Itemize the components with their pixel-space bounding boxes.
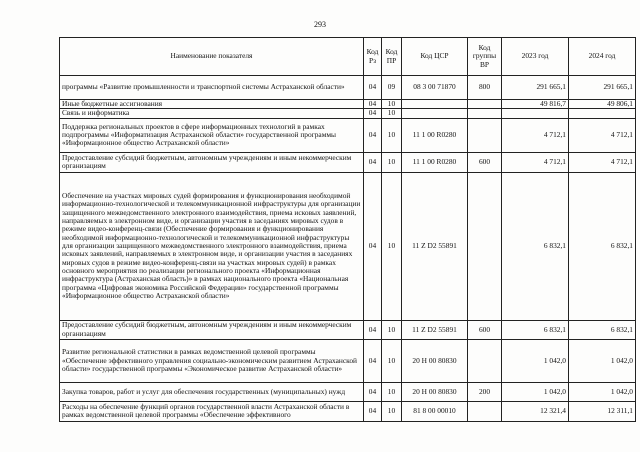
- row-name: Поддержка региональных проектов в сфере информационных технологий в рамках подпрограммы «Информатизация Астраханской области» государственной программы «Информационное общество Астраханской области»: [60, 118, 364, 152]
- row-pr: 10: [382, 100, 402, 109]
- header-vr: Код группы ВР: [468, 38, 502, 76]
- row-pr: 10: [382, 382, 402, 401]
- row-vr: [468, 339, 502, 382]
- table-row: [60, 382, 636, 401]
- row-csr: 11 Z D2 55891: [402, 172, 468, 320]
- row-vr: 800: [468, 76, 502, 100]
- row-2024: 4 712,1: [569, 152, 636, 172]
- page-number: 293: [314, 20, 326, 29]
- row-name: Предоставление субсидий бюджетным, автономным учреждениям и иным некоммерческим организациям: [60, 152, 364, 172]
- row-csr: 20 H 00 80830: [402, 382, 468, 401]
- row-2023: 4 712,1: [502, 152, 569, 172]
- row-pr: 10: [382, 320, 402, 339]
- row-2024: 6 832,1: [569, 172, 636, 320]
- row-rz: 04: [364, 76, 382, 100]
- table-row: [60, 339, 636, 382]
- row-rz: 04: [364, 401, 382, 421]
- row-rz: 04: [364, 152, 382, 172]
- row-2023: 1 042,0: [502, 382, 569, 401]
- row-2024: 1 042,0: [569, 382, 636, 401]
- row-vr: [468, 100, 502, 109]
- row-vr: [468, 172, 502, 320]
- header-rz: Код Рз: [364, 38, 382, 76]
- row-vr: [468, 118, 502, 152]
- row-2024: 4 712,1: [569, 118, 636, 152]
- table-row: [60, 100, 636, 109]
- row-pr: 10: [382, 152, 402, 172]
- row-pr: 10: [382, 109, 402, 118]
- row-csr: 11 1 00 R0280: [402, 152, 468, 172]
- row-name: Связь и информатика: [60, 109, 364, 118]
- row-2024: 291 665,1: [569, 76, 636, 100]
- row-pr: 10: [382, 401, 402, 421]
- row-name: Расходы на обеспечение функций органов государственной власти Астраханской области в рамках ведомственной целевой программы «Обеспечение эффективного: [60, 401, 364, 421]
- table-row: [60, 152, 636, 172]
- row-vr: 200: [468, 382, 502, 401]
- row-2023: 4 712,1: [502, 118, 569, 152]
- row-name: Обеспечение на участках мировых судей формирования и функционирования необходимой информационно-технологической и телекоммуникационной инфраструктуры для организации защищенного межведомственного электронного взаимодействия, приема исковых заявлений, направляемых в электронном виде, и организации участия в заседаниях мировых судов в режиме видео-конференц-связи (Обеспечение формирования и функционирования необходимой информационно-технологической и телекоммуникационной инфраструктуры для организации защищенного межведомственного электронного взаимодействия, приема исковых заявлений, направляемых в электронном виде, и организации участия в заседаниях мировых судов в режиме видео-конференц-связи на участках мировых судей) в рамках основного мероприятия по реализации регионального проекта «Информационная инфраструктура (Астраханская область)» в рамках национального проекта «Национальная программа «Цифровая экономика Российской Федерации» государственной программы «Информационное общество Астраханской области»: [60, 172, 364, 320]
- row-vr: 600: [468, 152, 502, 172]
- row-2024: 12 311,1: [569, 401, 636, 421]
- row-rz: 04: [364, 118, 382, 152]
- row-name: программы «Развитие промышленности и транспортной системы Астраханской области»: [60, 76, 364, 100]
- row-2023: 12 321,4: [502, 401, 569, 421]
- row-2023: [502, 109, 569, 118]
- row-2023: 291 665,1: [502, 76, 569, 100]
- row-csr: [402, 100, 468, 109]
- row-2023: 6 832,1: [502, 320, 569, 339]
- header-pr: Код ПР: [382, 38, 402, 76]
- row-name: Закупка товаров, работ и услуг для обеспечения государственных (муниципальных) нужд: [60, 382, 364, 401]
- row-csr: 08 3 00 71870: [402, 76, 468, 100]
- row-2024: 49 806,1: [569, 100, 636, 109]
- row-rz: 04: [364, 109, 382, 118]
- row-csr: 11 1 00 R0280: [402, 118, 468, 152]
- row-vr: [468, 109, 502, 118]
- row-csr: 81 8 00 00010: [402, 401, 468, 421]
- row-csr: 20 H 00 80830: [402, 339, 468, 382]
- row-2024: [569, 109, 636, 118]
- header-name: Наименование показателя: [60, 38, 364, 76]
- table-row: [60, 109, 636, 118]
- budget-table: [59, 37, 636, 422]
- row-pr: 10: [382, 172, 402, 320]
- row-rz: 04: [364, 100, 382, 109]
- row-pr: 10: [382, 118, 402, 152]
- row-csr: 11 Z D2 55891: [402, 320, 468, 339]
- row-2023: 6 832,1: [502, 172, 569, 320]
- row-rz: 04: [364, 382, 382, 401]
- row-rz: 04: [364, 339, 382, 382]
- row-name: Предоставление субсидий бюджетным, автономным учреждениям и иным некоммерческим организациям: [60, 320, 364, 339]
- row-pr: 10: [382, 339, 402, 382]
- header-2023: 2023 год: [502, 38, 569, 76]
- table-row: [60, 320, 636, 339]
- row-rz: 04: [364, 320, 382, 339]
- header-csr: Код ЦСР: [402, 38, 468, 76]
- row-csr: [402, 109, 468, 118]
- row-2024: 1 042,0: [569, 339, 636, 382]
- row-name: Иные бюджетные ассигнования: [60, 100, 364, 109]
- row-vr: [468, 401, 502, 421]
- table-row: [60, 118, 636, 152]
- row-rz: 04: [364, 172, 382, 320]
- header-2024: 2024 год: [569, 38, 636, 76]
- row-vr: 600: [468, 320, 502, 339]
- row-pr: 09: [382, 76, 402, 100]
- table-row: [60, 76, 636, 100]
- row-name: Развитие региональной статистики в рамках ведомственной целевой программы «Обеспечение эффективного управления социально-экономическим развитием Астраханской области» государственной программы «Экономическое развитие Астраханской области»: [60, 339, 364, 382]
- table-header-row: [60, 38, 636, 76]
- row-2023: 49 816,7: [502, 100, 569, 109]
- row-2024: 6 832,1: [569, 320, 636, 339]
- row-2023: 1 042,0: [502, 339, 569, 382]
- table-row: [60, 401, 636, 421]
- table-row: [60, 172, 636, 320]
